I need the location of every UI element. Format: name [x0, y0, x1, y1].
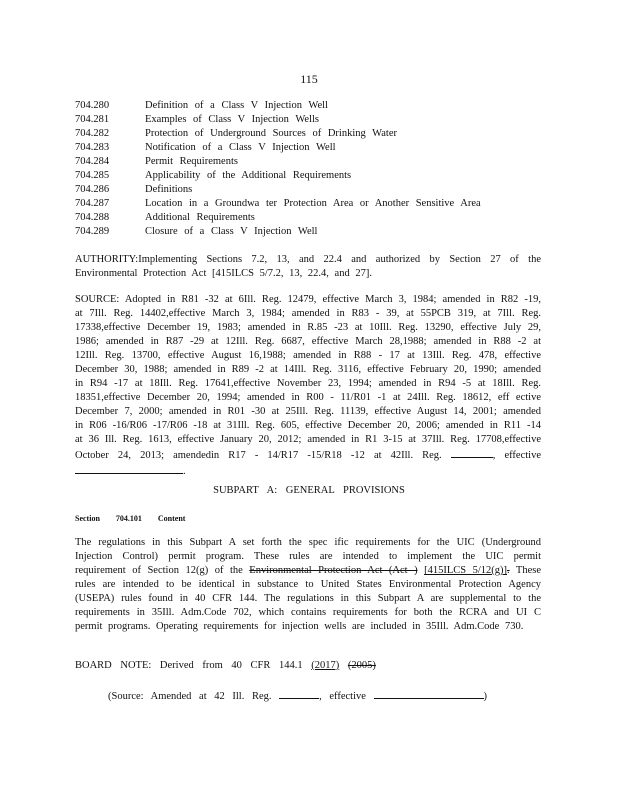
section-list [75, 99, 555, 239]
board-note-text: BOARD NOTE: Derived from 40 CFR 144.1 [75, 660, 312, 671]
section-list-row [75, 197, 555, 211]
section-list-title: Closure of a Class V Injection Well [145, 226, 318, 237]
section-list-title: Applicability of the Additional Requirements [145, 170, 352, 181]
section-number: 704.101 [115, 514, 142, 523]
amendment-source [108, 688, 487, 702]
section-body [75, 536, 541, 634]
section-list-number: 704.285 [75, 170, 110, 181]
section-list-row [75, 127, 555, 141]
section-list-number: 704.283 [75, 142, 110, 153]
section-title: Content [157, 514, 186, 523]
section-list-row [75, 141, 555, 155]
reg-page-blank [451, 447, 493, 458]
board-note-inserted: (2017) [311, 660, 340, 671]
section-list-title: Location in a Groundwa ter Protection Area or Another Sensitive Area [145, 198, 481, 209]
section-list-row [75, 225, 555, 239]
struck-text: Environmental Protection Act (Act ) [249, 565, 418, 576]
body-part-2: These rules are intended to be identical in substance to United States Environmental Protection Agency (USEPA) rules found in 40 CFR 144. The regulations in this Subpart A are supplemental to the requirements in 35Ill. Adm.Code 702, which contains requirements for both the RCRA and UI C permit programs. Operating requirements for injection wells are included in 35Ill. Adm.Code 730. [75, 565, 541, 632]
section-list-number: 704.288 [75, 212, 110, 223]
source-tail: , effective [492, 450, 541, 461]
section-list-number: 704.289 [75, 226, 110, 237]
section-list-title: Definitions [145, 184, 193, 195]
section-list-row [75, 169, 555, 183]
subpart-heading: SUBPART A: GENERAL PROVISIONS [213, 485, 405, 496]
source-note: SOURCE: Adopted in R81 -32 at 6Ill. Reg. 12479, effective March 3, 1984; amended in R82 -19, at 7Ill. Reg. 14402,effective March 3, 1984; amended in R83 - 39, at 55PCB 319, at 7Ill. Reg. 17338,effective December 19, 1983; amended in R.85 -23 at 10Ill. Reg. 13290, effective July 29, 1986; amended in R87 -29 at 12Ill. Reg. 6687, effective March 28,1988; amended in R88 -2 at 12Ill. Reg. 13700, effective August 16,1988; amended in R88 - 17 at 13Ill. Reg. 478, effective December 30, 1988; amended in R89 -2 at 14Ill. Reg. 3116, effective February 20, 1990; amended in R94 -17 at 18Ill. Reg. 17641,effective November 23, 1994; amended in R94 -5 at 18Ill. Reg. 18351,effective December 20, 1994; amended in R00 - 11/R01 -1 at 24Ill. Reg. 18612, eff ective December 7, 2000; amended in R01 -30 at 25Ill. Reg. 11139, effective August 14, 2001; amended in R06 -16/R06 -17/R06 -18 at 31Ill. Reg. 605, effective December 20, 2006; amended in R11 -14 at 36 Ill. Reg. 1613, effective January 20, 2012; amended in R1 3-15 at 37Ill. Reg. 17708,effective October 24, 2013; amendedin R17 - 14/R17 -15/R18 -12 at 42Ill. Reg. , effective . [75, 294, 541, 477]
section-list-title: Examples of Class V Injection Wells [145, 114, 320, 125]
section-list-number: 704.284 [75, 156, 110, 167]
section-list-row [75, 211, 555, 225]
section-list-row [75, 155, 555, 169]
section-list-title: Protection of Underground Sources of Drinking Water [145, 128, 397, 139]
section-list-number: 704.282 [75, 128, 110, 139]
source-text: SOURCE: Adopted in R81 -32 at 6Ill. Reg. 12479, effective March 3, 1984; amended in R82 -19, at 7Ill. Reg. 14402,effective March 3, 1984; amended in R83 - 39, at 55PCB 319, at 7Ill. Reg. 17338,effective December 19, 1983; amended in R.85 -23 at 10Ill. Reg. 13290, effective July 29, 1986; amended in R87 -29 at 12Ill. Reg. 6687, effective March 28,1988; amended in R88 -2 at 12Ill. Reg. 13700, effective August 16,1988; amended in R88 - 17 at 13Ill. Reg. 478, effective December 30, 1988; amended in R89 -2 at 14Ill. Reg. 3116, effective February 20, 1990; amended in R94 -17 at 18Ill. Reg. 17641,effective November 23, 1994; amended in R94 -5 at 18Ill. Reg. 18351,effective December 20, 1994; amended in R00 - 11/R01 -1 at 24Ill. Reg. 18612, eff ective December 7, 2000; amended in R01 -30 at 25Ill. Reg. 11139, effective August 14, 2001; amended in R06 -16/R06 -17/R06 -18 at 31Ill. Reg. 605, effective December 20, 2006; amended in R11 -14 at 36 Ill. Reg. 1613, effective January 20, 2012; amended in R1 3-15 at 37Ill. Reg. 17708,effective October 24, 2013; amendedin R17 - 14/R17 -15/R18 -12 at 42Ill. Reg. [75, 294, 541, 461]
section-list-row [75, 113, 555, 127]
board-note-struck: (2005) [347, 660, 376, 671]
amendment-date-blank [374, 688, 484, 699]
section-list-title: Permit Requirements [145, 156, 238, 167]
authority-note: AUTHORITY:Implementing Sections 7.2, 13, and 22.4 and authorized by Section 27 of the Environmental Protection Act [415ILCS 5/7.2, 13, 22.4, and 27]. [75, 254, 541, 279]
amendment-end: ) [483, 691, 488, 702]
section-list-title: Definition of a Class V Injection Well [145, 100, 328, 111]
section-list-title: Additional Requirements [145, 212, 255, 223]
board-note [75, 660, 376, 671]
page-number: 115 [300, 72, 318, 86]
inserted-text: [415ILCS 5/12(g)] [424, 565, 507, 576]
amendment-reg-blank [279, 688, 319, 699]
section-list-row [75, 99, 555, 113]
amendment-prefix: (Source: Amended at 42 Ill. Reg. [108, 691, 272, 702]
section-list-number: 704.286 [75, 184, 110, 195]
section-list-number: 704.280 [75, 100, 110, 111]
section-list-title: Notification of a Class V Injection Well [145, 142, 336, 153]
section-list-number: 704.287 [75, 198, 110, 209]
section-header [75, 514, 199, 523]
struck-period: . [506, 565, 510, 576]
section-label: Section [75, 514, 100, 523]
section-list-row [75, 183, 555, 197]
body-part-1: The regulations in this Subpart A set forth the spec ific requirements for the UIC (Underground Injection Control) permit program. These rules are intended to implement the UIC permit requirement of Section 12(g) of the [75, 537, 541, 576]
effective-date-blank [75, 463, 183, 474]
section-list-number: 704.281 [75, 114, 110, 125]
amendment-mid: , effective [319, 691, 366, 702]
